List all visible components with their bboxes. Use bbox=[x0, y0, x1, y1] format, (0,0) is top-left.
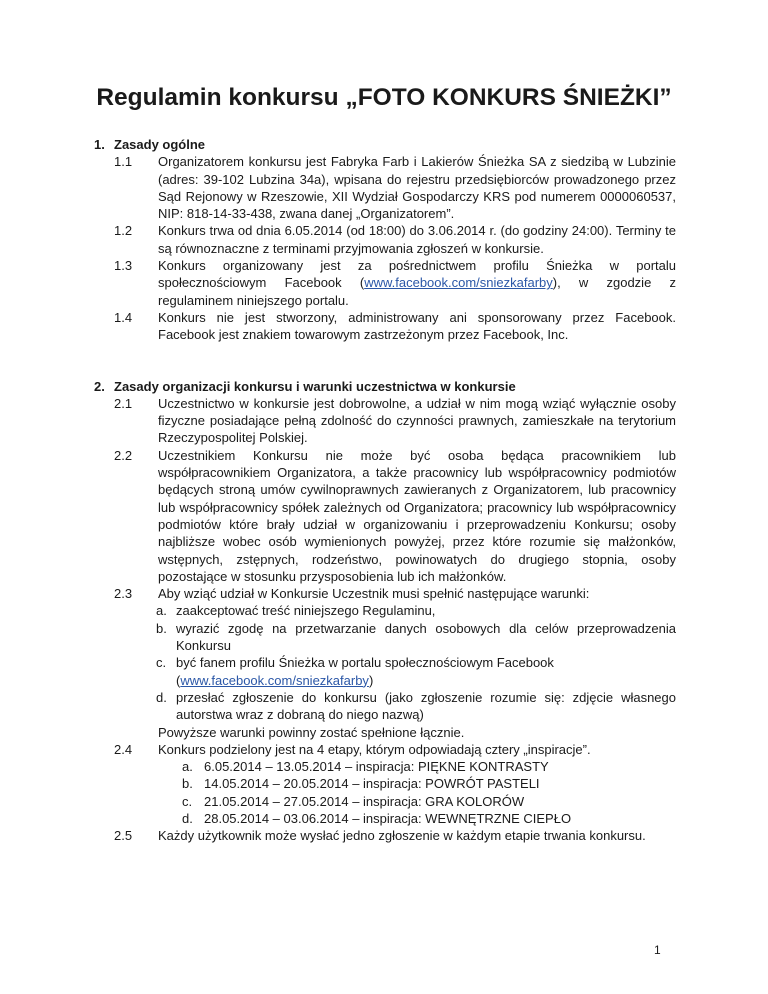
facebook-link[interactable]: www.facebook.com/sniezkafarby bbox=[180, 672, 369, 688]
section-2-heading bbox=[94, 378, 676, 395]
clause-number: 2.1 bbox=[114, 395, 133, 411]
stage-text: 14.05.2014 – 20.05.2014 – inspiracja: POWRÓT PASTELI bbox=[204, 776, 540, 792]
condition-text: wyrazić zgodę na przetwarzanie danych osobowych dla celów przeprowadzenia Konkursu bbox=[176, 620, 676, 654]
clause-number: 1.2 bbox=[114, 223, 133, 239]
clause-text-before: Konkurs organizowany jest za pośrednictwem profilu Śnieżka w portalu społecznościowym Facebook ( bbox=[158, 258, 676, 291]
clause-number: 2.2 bbox=[114, 447, 133, 463]
stage-a bbox=[114, 758, 676, 775]
stage-text: 21.05.2014 – 27.05.2014 – inspiracja: GRA KOLORÓW bbox=[204, 793, 525, 809]
clause-number: 1.1 bbox=[114, 154, 133, 170]
condition-text: być fanem profilu Śnieżka w portalu społecznościowym Facebook bbox=[176, 655, 554, 671]
section-number: 1. bbox=[94, 137, 105, 152]
stage-c bbox=[114, 793, 676, 810]
page-number: 1 bbox=[654, 943, 661, 957]
condition-letter: d. bbox=[156, 689, 167, 705]
clause-text: Konkurs nie jest stworzony, administrowany ani sponsorowany przez Facebook. Facebook jest znakiem towarowym zastrzeżonym przez Facebook, Inc. bbox=[158, 309, 676, 343]
clause-number: 2.5 bbox=[114, 828, 133, 844]
document-body bbox=[94, 136, 676, 845]
clause-text: Uczestnikiem Konkursu nie może być osoba będąca pracownikiem lub współpracownikiem Organizatora, a także pracownicy lub współpracownicy podmiotów będących stroną umów cywilnoprawnych zawieranych z Organizatorem, lub pracownicy lub współpracownicy spółek zależnych od Organizatora; pracownicy lub współpracownicy podmiotów które brały udział w organizowaniu i przeprowadzeniu Konkursu; osoby najbliższe wobec osób wymienionych powyżej, przez które rozumie się małżonków, wstępnych, zstępnych, rodzeństwo, powinowatych do drugiego stopnia, osoby pozostające w stosunku przysposobienia lub ich małżonków. bbox=[158, 447, 676, 584]
stage-text: 6.05.2014 – 13.05.2014 – inspiracja: PIĘKNE KONTRASTY bbox=[204, 759, 549, 775]
conditions-note: Powyższe warunki powinny zostać spełnione łącznie. bbox=[158, 724, 465, 740]
condition-letter: a. bbox=[156, 603, 167, 619]
clause-number: 1.4 bbox=[114, 309, 133, 325]
stage-text: 28.05.2014 – 03.06.2014 – inspiracja: WEWNĘTRZNE CIEPŁO bbox=[204, 810, 572, 826]
condition-letter: c. bbox=[156, 655, 167, 671]
condition-c: c. być fanem profilu Śnieżka w portalu społecznościowym Facebook (www.facebook.com/sniezkafarby) bbox=[156, 655, 554, 688]
document-title: Regulamin konkursu „FOTO KONKURS ŚNIEŻKI” bbox=[96, 84, 672, 111]
stage-d bbox=[114, 810, 676, 827]
section-1-heading bbox=[94, 136, 676, 153]
clause-number: 1.3 bbox=[114, 258, 133, 274]
section-title: Zasady organizacji konkursu i warunki uczestnictwa w konkursie bbox=[114, 378, 516, 394]
clause-2-5 bbox=[114, 827, 676, 844]
clause-text: Aby wziąć udział w Konkursie Uczestnik musi spełnić następujące warunki: bbox=[158, 586, 590, 602]
clause-text: Uczestnictwo w konkursie jest dobrowolne, a udział w nim mogą wziąć wyłącznie osoby fizyczne posiadające pełną zdolność do czynności prawnych, zamieszkałe na terytorium Rzeczypospolitej Polskiej. bbox=[158, 395, 676, 446]
clause-text-after: ), w zgodzie z regulaminem niniejszego portalu. bbox=[158, 275, 676, 308]
condition-d bbox=[114, 689, 676, 724]
clause-1-3 bbox=[114, 257, 676, 309]
facebook-link[interactable]: www.facebook.com/sniezkafarby bbox=[364, 275, 553, 291]
condition-letter: b. bbox=[156, 620, 167, 636]
stage-letter: c. bbox=[182, 793, 193, 809]
condition-a bbox=[114, 602, 676, 619]
stage-b bbox=[114, 775, 676, 792]
section-title: Zasady ogólne bbox=[114, 137, 206, 152]
stage-letter: a. bbox=[182, 759, 193, 775]
clause-number: 2.4 bbox=[114, 741, 133, 757]
clause-2-3 bbox=[114, 585, 676, 602]
clause-text: Konkurs trwa od dnia 6.05.2014 (od 18:00) do 3.06.2014 r. (do godziny 24:00). Terminy te są równoznaczne z terminami przyjmowania zgłoszeń w konkursie. bbox=[158, 223, 676, 256]
clause-1-4 bbox=[114, 309, 676, 344]
clause-text: Każdy użytkownik może wysłać jedno zgłoszenie w każdym etapie trwania konkursu. bbox=[158, 828, 646, 844]
section-number: 2. bbox=[94, 378, 105, 394]
condition-text: przesłać zgłoszenie do konkursu (jako zgłoszenie rozumie się: zdjęcie własnego autorstwa wraz z dobraną do niego nazwą) bbox=[176, 689, 676, 723]
clause-2-1 bbox=[114, 395, 676, 447]
clause-1-2 bbox=[114, 222, 676, 257]
clause-text: Organizatorem konkursu jest Fabryka Farb i Lakierów Śnieżka SA z siedzibą w Lubzinie (adres: 39-102 Lubzina 34a), wpisana do rejestru przedsiębiorców prowadzonego przez Sąd Rejonowy w Rzeszowie, XII Wydział Gospodarczy KRS pod numerem 0000060537, NIP: 818-14-33-438, zwana danej „Organizatorem”. bbox=[158, 154, 676, 222]
stage-letter: d. bbox=[182, 810, 193, 826]
condition-b bbox=[114, 620, 676, 655]
condition-text: zaakceptować treść niniejszego Regulaminu, bbox=[176, 603, 436, 619]
clause-2-2 bbox=[114, 447, 676, 585]
clause-number: 2.3 bbox=[114, 586, 133, 602]
clause-text: Konkurs podzielony jest na 4 etapy, którym odpowiadają cztery „inspiracje”. bbox=[158, 741, 591, 757]
stage-letter: b. bbox=[182, 776, 193, 792]
clause-1-1 bbox=[114, 153, 676, 222]
clause-2-4 bbox=[114, 741, 676, 758]
